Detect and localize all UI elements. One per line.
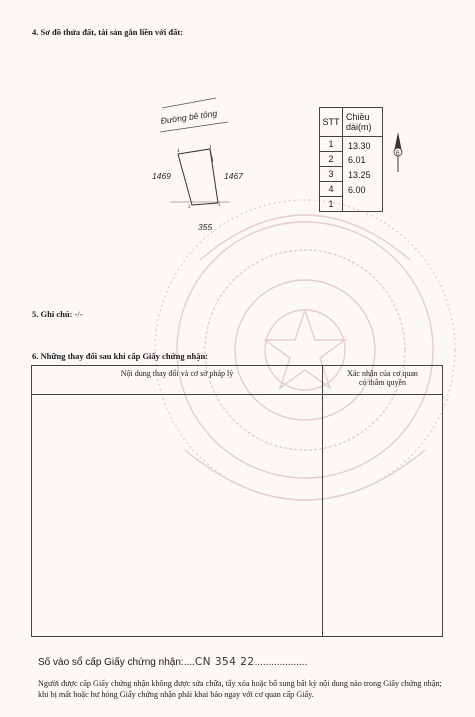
stt-cell: 4 [320,182,343,197]
changes-table [31,365,443,637]
section-5-heading [32,309,83,319]
length-values-cell [343,137,383,212]
north-arrow-icon [391,132,405,174]
corner-3: 3 [188,205,191,210]
notes-label: 5. Ghi chú: [32,309,73,319]
length-value: 6.00 [348,185,366,195]
stt-cell: 3 [320,167,343,182]
north-label: B [396,150,400,157]
authority-header-line2: có thẩm quyền [358,378,407,387]
section-6-heading: 6. Những thay đổi sau khi cấp Giấy chứng nhận: [32,351,209,361]
length-header: Chiều dài(m) [343,108,383,137]
section-4-heading: 4. Sơ đồ thửa đất, tài sản gắn liền với đất: [32,27,184,37]
stt-cell: 1 [320,197,343,212]
footer-note: Người được cấp Giấy chứng nhận không được sửa chữa, tẩy xóa hoặc bổ sung bất kỳ nội dung nào trong Giấy chứng nhận; khi bị mất hoặc hư hỏng Giấy chứng nhận phải khai báo ngay với cơ quan cấp Giấy. [38,679,442,699]
authority-confirmation-cell [323,395,443,637]
edge-length-table [319,107,383,212]
change-content-header: Nội dung thay đổi và cơ sở pháp lý [32,366,323,395]
length-value: 13.30 [348,141,371,151]
parcel-diagram [150,92,260,237]
corner-2: 2 [218,203,221,208]
registration-leader: .... [183,657,195,668]
road-line-top [162,98,216,108]
stt-cell: 1 [320,137,343,152]
corner-4: 4 [177,149,180,154]
stt-header: STT [320,108,343,137]
registration-dots: ................... [254,657,308,668]
change-content-cell [32,395,323,637]
parcel-1469-label: 1469 [152,171,171,181]
length-value: 13.25 [348,170,371,180]
registration-number: CN 354 22 [194,656,255,668]
notes-value: -/- [74,309,83,319]
corner-1: 1 [209,145,212,150]
road-label: Đường bê tông [160,108,218,126]
length-value: 6.01 [348,155,366,165]
parcel-355-label: 355 [198,222,213,232]
authority-confirmation-header [323,366,443,395]
registration-label: Số vào sổ cấp Giấy chứng nhận: [38,657,184,668]
authority-header-line1: Xác nhận của cơ quan [347,369,418,378]
registration-number-line [38,656,307,668]
stt-cell: 2 [320,152,343,167]
parcel-1467-label: 1467 [224,171,243,181]
